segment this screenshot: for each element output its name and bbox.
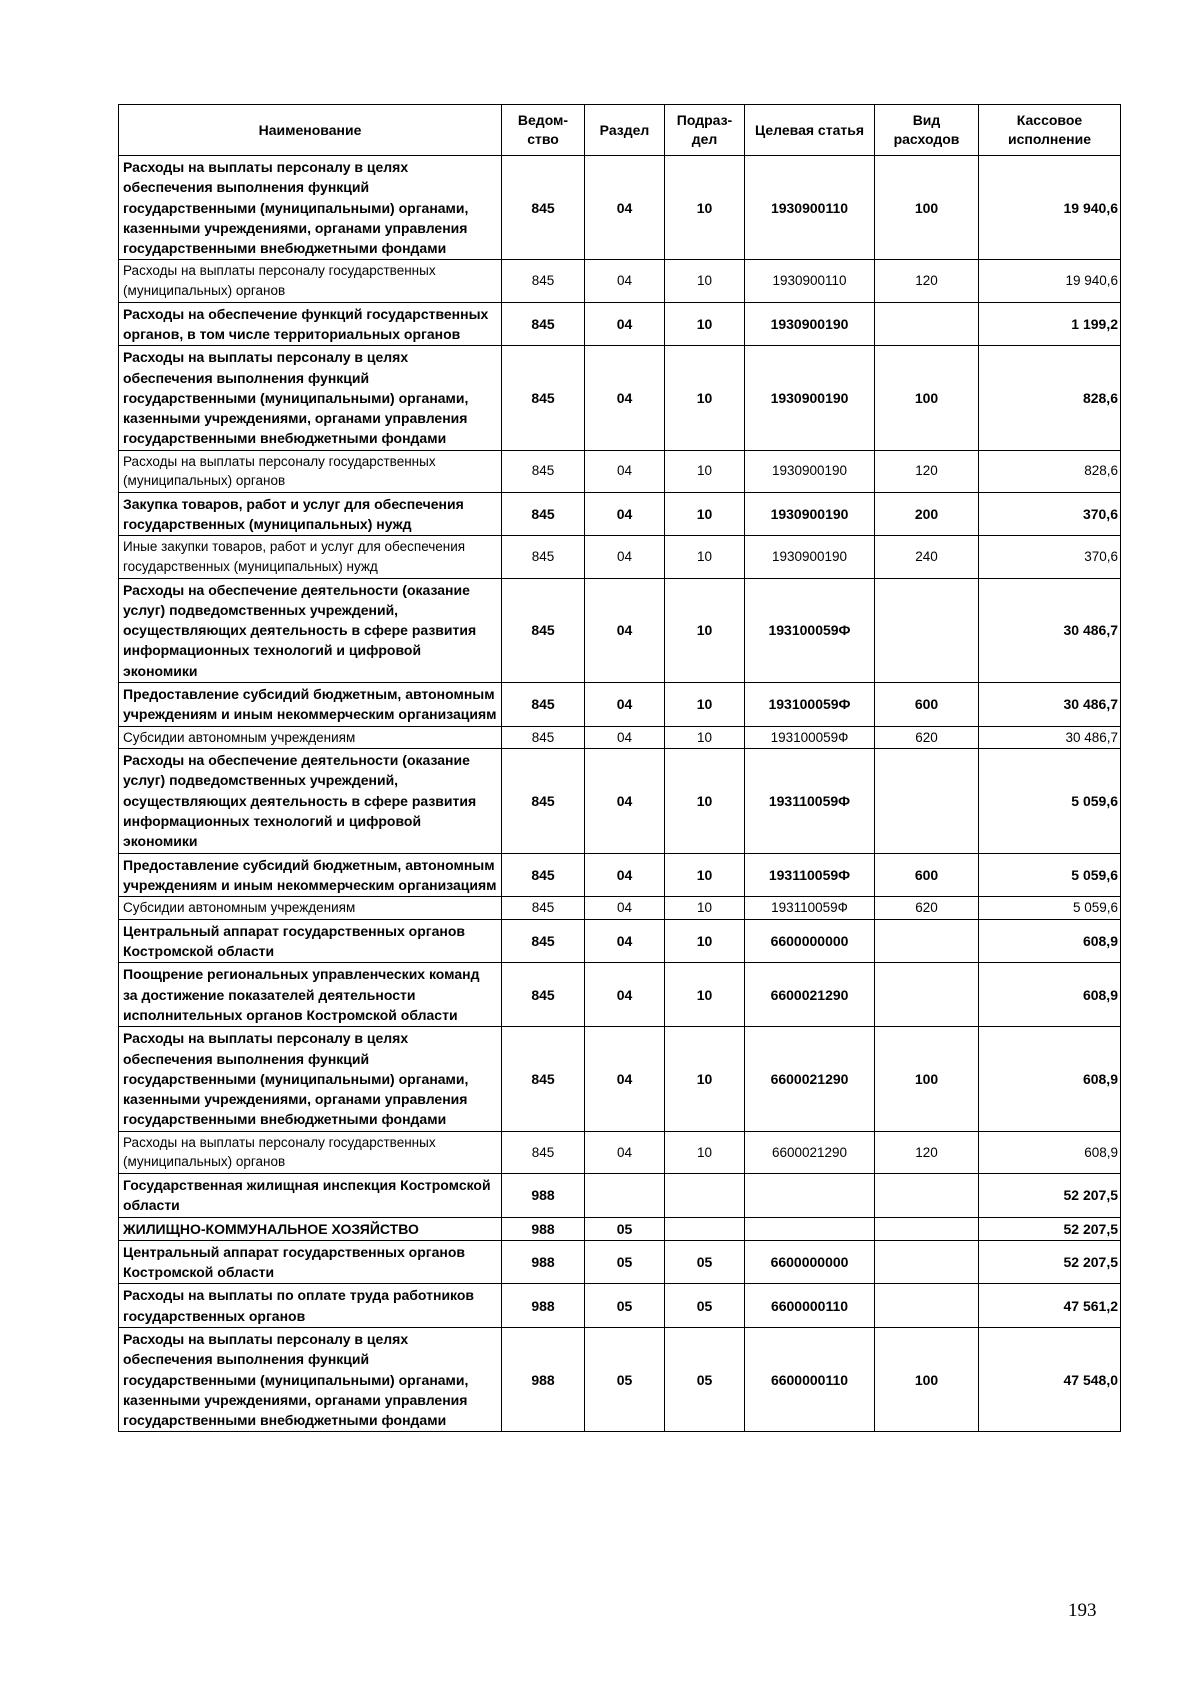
cell-target: 6600000000 <box>745 1240 875 1284</box>
cell-target: 1930900190 <box>745 536 875 578</box>
cell-dept: 845 <box>502 492 585 536</box>
cell-section: 04 <box>585 897 665 920</box>
cell-dept: 845 <box>502 749 585 853</box>
cell-amount: 370,6 <box>979 492 1121 536</box>
cell-section <box>585 1173 665 1217</box>
cell-section: 05 <box>585 1217 665 1240</box>
cell-amount: 608,9 <box>979 1027 1121 1131</box>
cell-section: 04 <box>585 749 665 853</box>
cell-amount: 52 207,5 <box>979 1173 1121 1217</box>
cell-target: 193100059Ф <box>745 578 875 682</box>
cell-name: Расходы на выплаты по оплате труда работников государственных органов <box>119 1284 502 1328</box>
cell-dept: 845 <box>502 919 585 963</box>
table-row <box>119 1327 1121 1431</box>
cell-target: 1930900190 <box>745 450 875 492</box>
cell-name: Расходы на выплаты персоналу государственных (муниципальных) органов <box>119 450 502 492</box>
cell-section: 05 <box>585 1284 665 1328</box>
header-dept: Ведом-ство <box>502 105 585 156</box>
table-row <box>119 492 1121 536</box>
cell-target: 193110059Ф <box>745 897 875 920</box>
cell-target: 6600021290 <box>745 1131 875 1173</box>
cell-dept: 845 <box>502 726 585 749</box>
cell-name: Расходы на выплаты персоналу в целях обеспечения выполнения функций государственными (муниципальными) органами, казенными учреждениями, органами управления государственными внебюджетными фондами <box>119 1327 502 1431</box>
cell-section: 04 <box>585 346 665 450</box>
cell-target: 193110059Ф <box>745 749 875 853</box>
cell-target <box>745 1173 875 1217</box>
cell-expense-type: 120 <box>875 450 979 492</box>
header-name: Наименование <box>119 105 502 156</box>
cell-dept: 845 <box>502 683 585 727</box>
cell-name: Расходы на выплаты персоналу в целях обеспечения выполнения функций государственными (муниципальными) органами, казенными учреждениями, органами управления государственными внебюджетными фондами <box>119 156 502 260</box>
cell-amount: 47 548,0 <box>979 1327 1121 1431</box>
cell-section: 04 <box>585 450 665 492</box>
cell-name: Расходы на обеспечение деятельности (оказание услуг) подведомственных учреждений, осуществляющих деятельность в сфере развития информационных технологий и цифровой экономики <box>119 749 502 853</box>
header-section: Раздел <box>585 105 665 156</box>
cell-subsection: 10 <box>665 853 745 897</box>
cell-amount: 608,9 <box>979 1131 1121 1173</box>
cell-name: Субсидии автономным учреждениям <box>119 897 502 920</box>
cell-expense-type <box>875 578 979 682</box>
cell-name: Расходы на выплаты персоналу государственных (муниципальных) органов <box>119 260 502 302</box>
table-row <box>119 1284 1121 1328</box>
cell-subsection: 05 <box>665 1327 745 1431</box>
cell-dept: 988 <box>502 1327 585 1431</box>
cell-dept: 845 <box>502 1027 585 1131</box>
table-row <box>119 1240 1121 1284</box>
cell-dept: 988 <box>502 1217 585 1240</box>
cell-target: 6600000110 <box>745 1327 875 1431</box>
cell-target: 193100059Ф <box>745 683 875 727</box>
cell-amount: 52 207,5 <box>979 1217 1121 1240</box>
header-subsection: Подраз-дел <box>665 105 745 156</box>
cell-expense-type: 200 <box>875 492 979 536</box>
cell-expense-type: 620 <box>875 897 979 920</box>
cell-section: 04 <box>585 853 665 897</box>
cell-name: Субсидии автономным учреждениям <box>119 726 502 749</box>
cell-name: Поощрение региональных управленческих команд за достижение показателей деятельности исполнительных органов Костромской области <box>119 963 502 1027</box>
table-header <box>119 105 1121 156</box>
table-row <box>119 260 1121 302</box>
table-row <box>119 726 1121 749</box>
table-row <box>119 853 1121 897</box>
table-row <box>119 897 1121 920</box>
cell-expense-type: 620 <box>875 726 979 749</box>
cell-target: 6600000110 <box>745 1284 875 1328</box>
cell-subsection: 10 <box>665 749 745 853</box>
table-row <box>119 156 1121 260</box>
cell-name: Расходы на выплаты персоналу в целях обеспечения выполнения функций государственными (муниципальными) органами, казенными учреждениями, органами управления государственными внебюджетными фондами <box>119 346 502 450</box>
cell-section: 04 <box>585 492 665 536</box>
table-row <box>119 302 1121 346</box>
cell-target: 1930900110 <box>745 156 875 260</box>
table-row <box>119 919 1121 963</box>
table-row <box>119 1217 1121 1240</box>
cell-dept: 845 <box>502 156 585 260</box>
table-row <box>119 1131 1121 1173</box>
table-row <box>119 749 1121 853</box>
cell-target: 1930900190 <box>745 346 875 450</box>
cell-subsection: 10 <box>665 1131 745 1173</box>
cell-expense-type <box>875 919 979 963</box>
table-row <box>119 536 1121 578</box>
cell-section: 04 <box>585 1131 665 1173</box>
cell-subsection <box>665 1217 745 1240</box>
cell-dept: 988 <box>502 1173 585 1217</box>
cell-subsection <box>665 1173 745 1217</box>
cell-subsection: 10 <box>665 302 745 346</box>
table-row <box>119 450 1121 492</box>
cell-dept: 988 <box>502 1284 585 1328</box>
cell-amount: 30 486,7 <box>979 726 1121 749</box>
cell-expense-type <box>875 1173 979 1217</box>
cell-section: 04 <box>585 1027 665 1131</box>
cell-dept: 845 <box>502 578 585 682</box>
cell-amount: 19 940,6 <box>979 260 1121 302</box>
cell-name: Расходы на обеспечение функций государственных органов, в том числе территориальных органов <box>119 302 502 346</box>
cell-name: Центральный аппарат государственных органов Костромской области <box>119 1240 502 1284</box>
cell-name: ЖИЛИЩНО-КОММУНАЛЬНОЕ ХОЗЯЙСТВО <box>119 1217 502 1240</box>
cell-expense-type: 120 <box>875 260 979 302</box>
cell-dept: 988 <box>502 1240 585 1284</box>
cell-subsection: 10 <box>665 897 745 920</box>
cell-subsection: 10 <box>665 726 745 749</box>
cell-subsection: 05 <box>665 1284 745 1328</box>
cell-amount: 5 059,6 <box>979 853 1121 897</box>
cell-expense-type: 100 <box>875 346 979 450</box>
cell-section: 05 <box>585 1240 665 1284</box>
cell-subsection: 10 <box>665 260 745 302</box>
cell-name: Предоставление субсидий бюджетным, автономным учреждениям и иным некоммерческим организациям <box>119 853 502 897</box>
table-row <box>119 346 1121 450</box>
cell-amount: 608,9 <box>979 963 1121 1027</box>
header-target: Целевая статья <box>745 105 875 156</box>
cell-expense-type: 100 <box>875 156 979 260</box>
page-number: 193 <box>1068 1600 1097 1621</box>
cell-amount: 30 486,7 <box>979 578 1121 682</box>
cell-expense-type: 100 <box>875 1027 979 1131</box>
cell-subsection: 10 <box>665 492 745 536</box>
cell-expense-type <box>875 1240 979 1284</box>
cell-amount: 52 207,5 <box>979 1240 1121 1284</box>
cell-section: 04 <box>585 919 665 963</box>
cell-subsection: 10 <box>665 963 745 1027</box>
cell-expense-type: 600 <box>875 853 979 897</box>
cell-dept: 845 <box>502 346 585 450</box>
cell-target: 1930900190 <box>745 302 875 346</box>
cell-subsection: 10 <box>665 536 745 578</box>
cell-dept: 845 <box>502 897 585 920</box>
cell-name: Предоставление субсидий бюджетным, автономным учреждениям и иным некоммерческим организациям <box>119 683 502 727</box>
cell-target: 1930900190 <box>745 492 875 536</box>
cell-subsection: 10 <box>665 578 745 682</box>
cell-expense-type: 120 <box>875 1131 979 1173</box>
cell-name: Государственная жилищная инспекция Костромской области <box>119 1173 502 1217</box>
cell-dept: 845 <box>502 450 585 492</box>
table-row <box>119 963 1121 1027</box>
table-row <box>119 1027 1121 1131</box>
cell-amount: 19 940,6 <box>979 156 1121 260</box>
cell-section: 04 <box>585 156 665 260</box>
header-expense-type: Вид расходов <box>875 105 979 156</box>
cell-name: Расходы на выплаты персоналу государственных (муниципальных) органов <box>119 1131 502 1173</box>
cell-section: 05 <box>585 1327 665 1431</box>
cell-expense-type: 100 <box>875 1327 979 1431</box>
cell-subsection: 10 <box>665 683 745 727</box>
table-body <box>119 156 1121 1432</box>
cell-dept: 845 <box>502 1131 585 1173</box>
cell-dept: 845 <box>502 963 585 1027</box>
cell-section: 04 <box>585 683 665 727</box>
cell-name: Расходы на обеспечение деятельности (оказание услуг) подведомственных учреждений, осуществляющих деятельность в сфере развития информационных технологий и цифровой экономики <box>119 578 502 682</box>
cell-amount: 828,6 <box>979 450 1121 492</box>
cell-name: Расходы на выплаты персоналу в целях обеспечения выполнения функций государственными (муниципальными) органами, казенными учреждениями, органами управления государственными внебюджетными фондами <box>119 1027 502 1131</box>
cell-amount: 5 059,6 <box>979 897 1121 920</box>
cell-expense-type <box>875 963 979 1027</box>
cell-amount: 5 059,6 <box>979 749 1121 853</box>
cell-subsection: 10 <box>665 450 745 492</box>
cell-expense-type <box>875 1217 979 1240</box>
cell-dept: 845 <box>502 536 585 578</box>
cell-expense-type <box>875 1284 979 1328</box>
cell-dept: 845 <box>502 260 585 302</box>
table-row <box>119 683 1121 727</box>
cell-name: Иные закупки товаров, работ и услуг для обеспечения государственных (муниципальных) нужд <box>119 536 502 578</box>
cell-expense-type <box>875 302 979 346</box>
cell-target: 193100059Ф <box>745 726 875 749</box>
cell-subsection: 10 <box>665 919 745 963</box>
cell-subsection: 10 <box>665 346 745 450</box>
cell-amount: 608,9 <box>979 919 1121 963</box>
cell-section: 04 <box>585 963 665 1027</box>
cell-amount: 47 561,2 <box>979 1284 1121 1328</box>
cell-section: 04 <box>585 260 665 302</box>
cell-target: 6600021290 <box>745 963 875 1027</box>
cell-target: 1930900110 <box>745 260 875 302</box>
cell-section: 04 <box>585 302 665 346</box>
cell-expense-type <box>875 749 979 853</box>
cell-expense-type: 600 <box>875 683 979 727</box>
cell-target: 6600000000 <box>745 919 875 963</box>
cell-name: Центральный аппарат государственных органов Костромской области <box>119 919 502 963</box>
cell-section: 04 <box>585 578 665 682</box>
cell-target: 6600021290 <box>745 1027 875 1131</box>
cell-amount: 30 486,7 <box>979 683 1121 727</box>
cell-target: 193110059Ф <box>745 853 875 897</box>
cell-amount: 370,6 <box>979 536 1121 578</box>
cell-amount: 828,6 <box>979 346 1121 450</box>
cell-section: 04 <box>585 536 665 578</box>
cell-dept: 845 <box>502 302 585 346</box>
header-row <box>119 105 1121 156</box>
budget-execution-table <box>118 104 1121 1432</box>
cell-subsection: 10 <box>665 156 745 260</box>
cell-subsection: 05 <box>665 1240 745 1284</box>
table-row <box>119 578 1121 682</box>
header-amount: Кассовое исполнение <box>979 105 1121 156</box>
table-row <box>119 1173 1121 1217</box>
cell-dept: 845 <box>502 853 585 897</box>
cell-expense-type: 240 <box>875 536 979 578</box>
cell-name: Закупка товаров, работ и услуг для обеспечения государственных (муниципальных) нужд <box>119 492 502 536</box>
cell-section: 04 <box>585 726 665 749</box>
cell-target <box>745 1217 875 1240</box>
cell-subsection: 10 <box>665 1027 745 1131</box>
cell-amount: 1 199,2 <box>979 302 1121 346</box>
